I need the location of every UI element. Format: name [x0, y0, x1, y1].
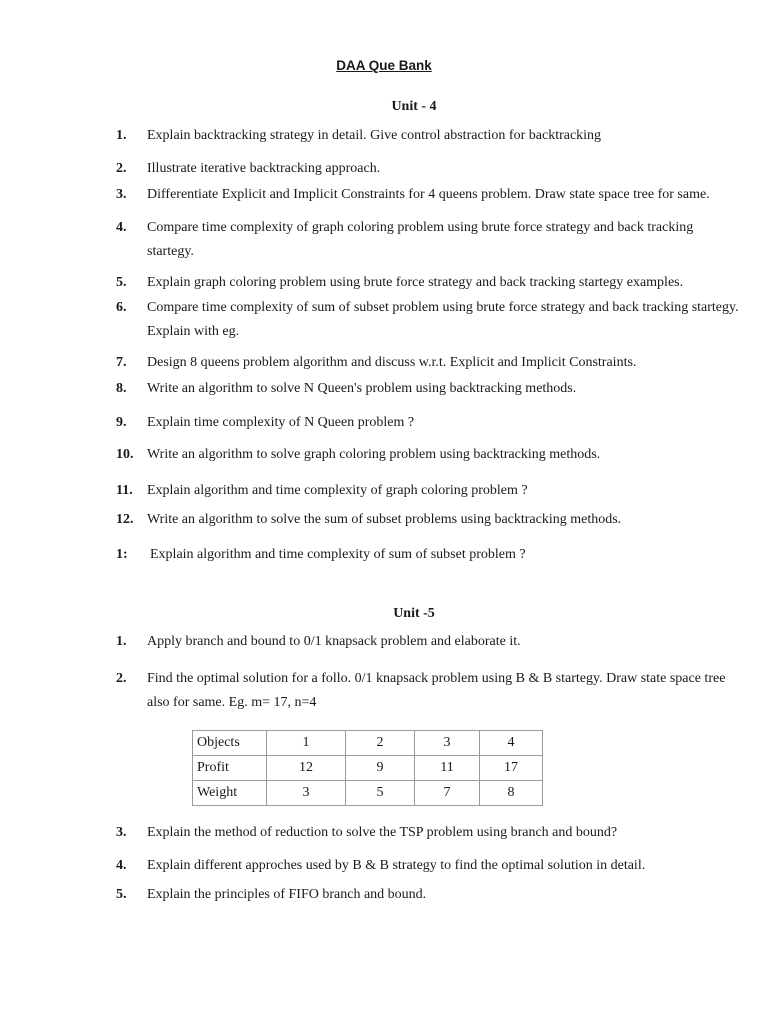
table-cell: 3: [267, 781, 346, 806]
table-cell: 5: [346, 781, 415, 806]
question-text: Explain algorithm and time complexity of graph coloring problem ?: [147, 483, 528, 498]
table-cell: 3: [415, 731, 480, 756]
question-text: Design 8 queens problem algorithm and discuss w.r.t. Explicit and Implicit Constraints.: [147, 355, 637, 370]
question-text: Write an algorithm to solve graph coloring problem using backtracking methods.: [147, 447, 601, 462]
table-cell: 2: [346, 731, 415, 756]
question-number: 6.: [116, 300, 127, 315]
table-cell: 1: [267, 731, 346, 756]
question-text: Compare time complexity of sum of subset problem using brute force strategy and back tracking startegy. Explain with eg.: [147, 300, 739, 339]
knapsack-table: [192, 730, 543, 806]
table-cell: Objects: [193, 731, 267, 756]
question-number: 5.: [116, 887, 127, 902]
question-number: 8.: [116, 381, 127, 396]
question-text: Explain graph coloring problem using brute force strategy and back tracking startegy examples.: [147, 275, 684, 290]
unit-4-heading: Unit - 4: [391, 99, 437, 114]
question-number: 10.: [116, 447, 134, 462]
question-text: Write an algorithm to solve the sum of subset problems using backtracking methods.: [147, 512, 622, 527]
question-number: 1:: [116, 547, 128, 562]
table-cell: 9: [346, 756, 415, 781]
table-cell: 7: [415, 781, 480, 806]
question-number: 5.: [116, 275, 127, 290]
question-number: 1.: [116, 128, 127, 143]
question-text: Differentiate Explicit and Implicit Constraints for 4 queens problem. Draw state space tree for same.: [147, 187, 710, 202]
table-cell: 4: [480, 731, 543, 756]
question-number: 3.: [116, 187, 127, 202]
question-text: Illustrate iterative backtracking approach.: [147, 161, 381, 176]
table-cell: 11: [415, 756, 480, 781]
question-text: Explain the method of reduction to solve the TSP problem using branch and bound?: [147, 825, 618, 840]
question-number: 4.: [116, 858, 127, 873]
question-number: 9.: [116, 415, 127, 430]
table-cell: 17: [480, 756, 543, 781]
question-text: Compare time complexity of graph coloring problem using brute force strategy and back tracking startegy.: [147, 220, 694, 259]
question-number: 1.: [116, 634, 127, 649]
question-text: Explain algorithm and time complexity of sum of subset problem ?: [150, 547, 526, 562]
question-text: Write an algorithm to solve N Queen's problem using backtracking methods.: [147, 381, 577, 396]
question-number: 12.: [116, 512, 134, 527]
question-number: 2.: [116, 161, 127, 176]
unit-5-heading: Unit -5: [393, 606, 435, 621]
table-row: [193, 731, 543, 756]
table-cell: 8: [480, 781, 543, 806]
question-number: 11.: [116, 483, 133, 498]
question-text: Explain the principles of FIFO branch and bound.: [147, 887, 427, 902]
question-text: Explain time complexity of N Queen problem ?: [147, 415, 415, 430]
question-text: Explain different approches used by B & B strategy to find the optimal solution in detail.: [147, 858, 646, 873]
table-row: [193, 756, 543, 781]
question-number: 7.: [116, 355, 127, 370]
document-title: DAA Que Bank: [336, 58, 432, 73]
question-text: Explain backtracking strategy in detail. Give control abstraction for backtracking: [147, 128, 602, 143]
table-row: [193, 781, 543, 806]
question-text: Apply branch and bound to 0/1 knapsack problem and elaborate it.: [147, 634, 521, 649]
table-cell: 12: [267, 756, 346, 781]
question-number: 3.: [116, 825, 127, 840]
question-text: Find the optimal solution for a follo. 0/1 knapsack problem using B & B startegy. Draw state space tree also for same. Eg. m= 17, n=4: [147, 671, 726, 710]
question-number: 2.: [116, 671, 127, 686]
question-number: 4.: [116, 220, 127, 235]
table-cell: Profit: [193, 756, 267, 781]
table-cell: Weight: [193, 781, 267, 806]
